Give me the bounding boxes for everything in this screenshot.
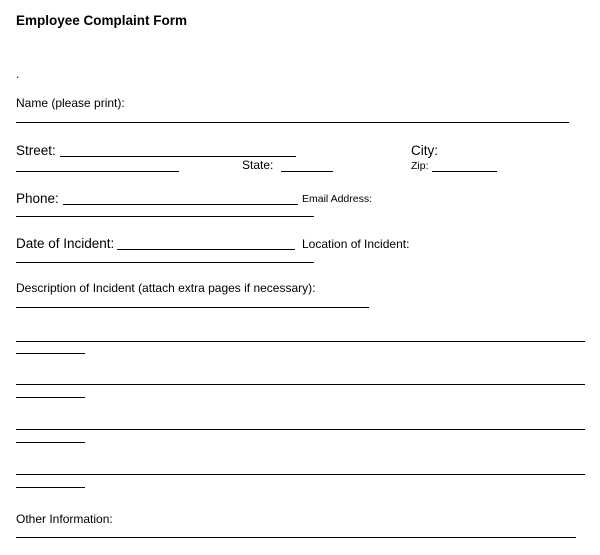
stray-dot: . — [16, 67, 20, 81]
city-label: City: — [411, 143, 438, 158]
phone-field-line[interactable] — [63, 204, 298, 205]
phone-label: Phone: — [16, 191, 59, 206]
description-line-1[interactable] — [16, 307, 369, 308]
location-field-line[interactable] — [16, 262, 314, 263]
date-field-line[interactable] — [117, 249, 295, 250]
description-line-5[interactable] — [16, 474, 585, 475]
street-label: Street: — [16, 143, 56, 158]
description-line-4[interactable] — [16, 429, 585, 430]
street-field-line[interactable] — [60, 156, 296, 157]
description-line-3-short[interactable] — [16, 397, 85, 398]
description-line-4-short[interactable] — [16, 442, 85, 443]
description-line-5-short[interactable] — [16, 487, 85, 488]
description-line-2[interactable] — [16, 341, 585, 342]
description-line-3[interactable] — [16, 384, 585, 385]
zip-label: Zip: — [411, 160, 429, 172]
name-label: Name (please print): — [16, 96, 125, 110]
state-field-line[interactable] — [281, 171, 333, 172]
other-info-line[interactable] — [16, 537, 576, 538]
email-label: Email Address: — [302, 193, 373, 205]
street-field-line-2[interactable] — [16, 171, 179, 172]
form-title: Employee Complaint Form — [16, 13, 188, 28]
other-info-label: Other Information: — [16, 512, 113, 526]
description-label: Description of Incident (attach extra pages if necessary): — [16, 281, 316, 295]
name-field-line[interactable] — [16, 122, 569, 123]
date-label: Date of Incident: — [16, 236, 115, 251]
email-field-line[interactable] — [16, 216, 314, 217]
location-label: Location of Incident: — [302, 237, 410, 251]
zip-field-line[interactable] — [432, 171, 497, 172]
description-line-2-short[interactable] — [16, 353, 85, 354]
state-label: State: — [242, 158, 274, 172]
